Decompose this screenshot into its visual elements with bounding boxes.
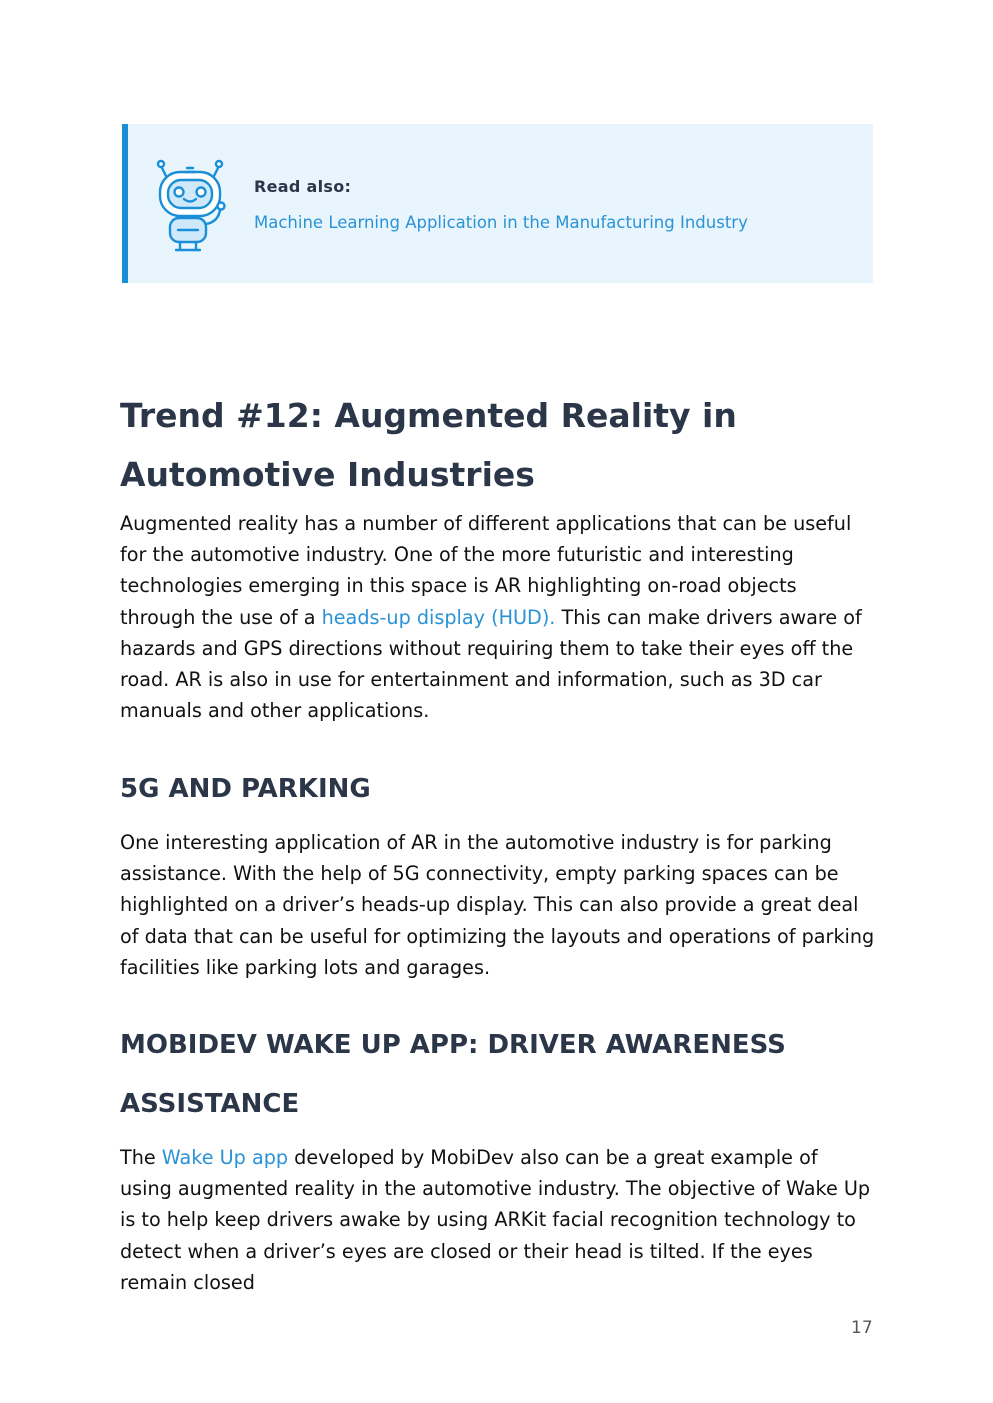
wake-up-app-link[interactable]: Wake Up app: [161, 1146, 289, 1169]
trend-heading: Trend #12: Augmented Reality in Automotive Industries: [120, 396, 737, 494]
wakeup-heading: MOBIDEV WAKE UP APP: DRIVER AWARENESS ASSISTANCE: [120, 1030, 786, 1119]
robot-mascot-icon: [154, 154, 230, 254]
parking-heading: 5G AND PARKING: [120, 774, 371, 804]
page-number: 17: [851, 1318, 873, 1338]
read-also-link[interactable]: Machine Learning Application in the Manufacturing Industry: [254, 213, 748, 232]
read-also-callout: [122, 124, 873, 283]
wakeup-text-before: The: [120, 1146, 162, 1169]
trend-text-after: This can make drivers aware of hazards and GPS directions without requiring them to take their eyes off the road. AR is also in use for entertainment and information, such as 3D car manuals and other applications.: [120, 605, 862, 723]
hud-link[interactable]: heads-up display (HUD).: [321, 605, 556, 629]
parking-paragraph: One interesting application of AR in the automotive industry is for parking assistance. With the help of 5G connectivity, empty parking spaces can be highlighted on a driver’s heads-up display. This can also provide a great deal of data that can be useful for optimizing the layouts and operations of parking facilities like parking lots and garages.: [120, 831, 875, 979]
wakeup-paragraph: [120, 1142, 875, 1298]
wakeup-text-after: developed by MobiDev also can be a great example of using augmented reality in the automotive industry. The objective of Wake Up is to help keep drivers awake by using ARKit facial recognition technology to detect when a driver’s eyes are closed or their head is tilted. If the eyes remain closed: [120, 1146, 871, 1294]
trend-paragraph: [120, 508, 875, 726]
read-also-label: Read also:: [254, 177, 352, 196]
trend-text-before: Augmented reality has a number of different applications that can be useful for the automotive industry. One of the more futuristic and interesting technologies emerging in this space is AR highlighting on-road objects through the use of a: [120, 512, 852, 629]
